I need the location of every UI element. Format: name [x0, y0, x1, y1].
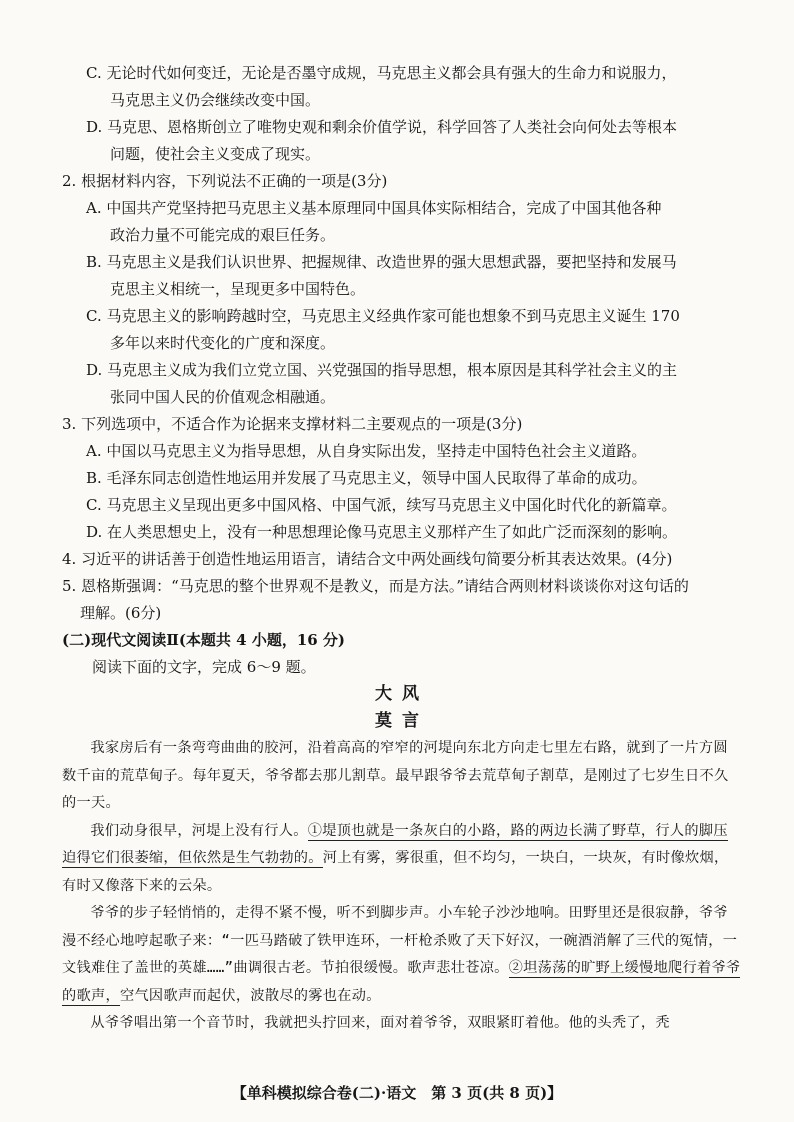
question-5-line2: 理解。(6分) — [80, 604, 162, 622]
story-title: 大风 — [375, 684, 429, 704]
q1-option-c-line1: C. 无论时代如何变迁，无论是否墨守成规，马克思主义都会具有强大的生命力和说服力， — [86, 64, 677, 82]
q1-option-d-line1: D. 马克思、恩格斯创立了唯物史观和剩余价值学说，科学回答了人类社会向何处去等根本 — [86, 118, 678, 136]
q2-option-b-line2: 克思主义相统一，呈现更多中国特色。 — [110, 280, 366, 298]
story-paragraph-2 — [62, 818, 742, 901]
q3-option-b: B. 毛泽东同志创造性地运用并发展了马克思主义，领导中国人民取得了革命的成功。 — [86, 469, 647, 487]
q2-option-a — [62, 195, 742, 249]
question-5-line1: 5. 恩格斯强调：“马克思的整个世界观不是教义，而是方法。”请结合两则材料谈谈你对这句话的 — [62, 577, 689, 595]
q2-option-c — [62, 303, 742, 357]
q2-option-d — [62, 357, 742, 411]
q3-option-a: A. 中国以马克思主义为指导思想，从自身实际出发，坚持走中国特色社会主义道路。 — [86, 442, 647, 460]
q3-option-d: D. 在人类思想史上，没有一种思想理论像马克思主义那样产生了如此广泛而深刻的影响。 — [86, 523, 678, 541]
story-author: 莫言 — [375, 711, 429, 731]
story-paragraph-3-end: 空气因歌声而起伏，波散尽的雾也在动。 — [119, 987, 381, 1004]
page-content — [62, 60, 742, 1038]
underlined-sentence-1: ①堤顶也就是一条灰白的小路，路的两边长满了野草，行人的脚压迫得它们很萎缩，但依然是生气勃勃的。 — [62, 822, 728, 866]
story-paragraph-3 — [62, 900, 742, 1010]
question-5 — [62, 573, 742, 627]
q2-option-c-line2: 多年以来时代变化的广度和深度。 — [110, 334, 336, 352]
question-2-stem: 2. 根据材料内容，下列说法不正确的一项是(3分) — [62, 172, 388, 190]
q1-option-d — [62, 114, 742, 168]
q1-option-c — [62, 60, 742, 114]
q2-option-d-line2: 张同中国人民的价值观念相融通。 — [110, 388, 336, 406]
q2-option-a-line2: 政治力量不可能完成的艰巨任务。 — [110, 226, 336, 244]
q2-option-d-line1: D. 马克思主义成为我们立党立国、兴党强国的指导思想，根本原因是其科学社会主义的主 — [86, 361, 678, 379]
q2-option-a-line1: A. 中国共产党坚持把马克思主义基本原理同中国具体实际相结合，完成了中国其他各种 — [86, 199, 662, 217]
page-footer: 【单科模拟综合卷(二)·语文 第 3 页(共 8 页)】 — [231, 1084, 563, 1102]
q1-option-c-line2: 马克思主义仍会继续改变中国。 — [110, 91, 321, 109]
story-paragraph-3-start: 爷爷的步子轻悄悄的，走得不紧不慢，听不到脚步声。小车轮子沙沙地响。田野里还是很寂静，爷爷漫不经心地哼起歌子来：“一匹马踏破了铁甲连环，一杆枪杀败了天下好汉，一碗酒消解了三代的冤情，一文钱难住了盖世的英雄……”曲调很古老。节拍很缓慢。歌声悲壮苍凉。 — [62, 905, 738, 976]
q2-option-b-line1: B. 马克思主义是我们认识世界、把握规律、改造世界的强大思想武器，要把坚持和发展马 — [86, 253, 677, 271]
underlined-sentence-2: ②坦荡荡的旷野上缓慢地爬行着爷爷的歌声， — [62, 960, 741, 1004]
question-3-stem: 3. 下列选项中，不适合作为论据来支撑材料二主要观点的一项是(3分) — [62, 415, 523, 433]
section-heading: (二)现代文阅读Ⅱ(本题共 4 小题，16 分) — [62, 631, 346, 649]
q2-option-c-line1: C. 马克思主义的影响跨越时空，马克思主义经典作家可能也想象不到马克思主义诞生 170 — [86, 307, 680, 325]
q2-option-b — [62, 249, 742, 303]
story-paragraph-4: 从爷爷唱出第一个音节时，我就把头拧回来，面对着爷爷，双眼紧盯着他。他的头秃了，秃 — [90, 1015, 670, 1031]
question-4: 4. 习近平的讲话善于创造性地运用语言，请结合文中两处画线句简要分析其表达效果。(4分) — [62, 550, 673, 568]
section-instruction: 阅读下面的文字，完成 6～9 题。 — [92, 658, 316, 676]
story-paragraph-2-end: 河上有雾，雾很重，但不均匀，一块白，一块灰，有时像炊烟，有时又像落下来的云朵。 — [62, 850, 729, 894]
q3-option-c: C. 马克思主义呈现出更多中国风格、中国气派，续写马克思主义中国化时代化的新篇章。 — [86, 496, 677, 514]
story-paragraph-1: 我家房后有一条弯弯曲曲的胶河，沿着高高的窄窄的河堤向东北方向走七里左右路，就到了一片方圆数千亩的荒草甸子。每年夏天，爷爷都去那儿割草。最早跟爷爷去荒草甸子割草，是刚过了七岁生日不久的一天。 — [62, 740, 729, 811]
story-paragraph-2-start: 我们动身很早，河堤上没有行人。 — [90, 822, 308, 839]
q1-option-d-line2: 问题，使社会主义变成了现实。 — [110, 145, 321, 163]
